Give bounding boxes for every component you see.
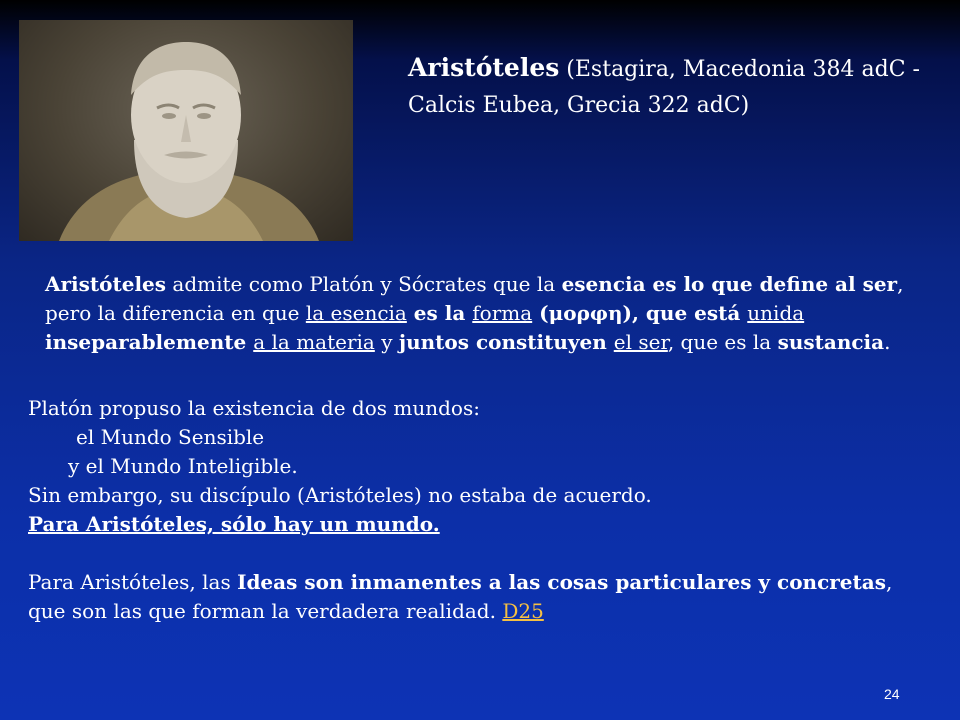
page-title — [408, 50, 928, 124]
worlds-text-block — [28, 394, 928, 626]
page-number: 24 — [884, 686, 900, 702]
text-run: admite como Platón y Sócrates que la — [166, 272, 562, 296]
aristotle-bust-image — [19, 20, 353, 241]
text-run: Ideas son inmanentes a las cosas particulares y concretas — [237, 570, 886, 594]
title-dates: (Estagira, Macedonia 384 adC - Calcis Eubea, Grecia 322 adC) — [408, 57, 920, 118]
text-run: la esencia — [305, 301, 407, 325]
title-name: Aristóteles — [408, 53, 560, 82]
text-run: unida — [747, 301, 805, 325]
text-run: y — [374, 330, 399, 354]
text-run: , pero la diferencia en que — [45, 272, 904, 325]
text-line: el Mundo Sensible — [76, 425, 265, 449]
one-world-statement: Para Aristóteles, sólo hay un mundo. — [28, 512, 440, 536]
text-run: , que es la — [667, 330, 778, 354]
ideas-paragraph — [28, 568, 928, 626]
text-line: Sin embargo, su discípulo (Aristóteles) no estaba de acuerdo. — [28, 483, 652, 507]
text-run: esencia es lo que define al ser — [561, 272, 898, 296]
text-run: . — [884, 330, 891, 354]
text-run: sustancia — [777, 330, 885, 354]
text-run: a la materia — [253, 330, 375, 354]
text-run: forma — [472, 301, 533, 325]
text-run: (μορφη), que está — [532, 301, 748, 325]
text-line-bold-underlined — [28, 510, 928, 539]
text-run: el ser — [613, 330, 668, 354]
text-line: y el Mundo Inteligible. — [68, 454, 298, 478]
text-run: inseparablemente — [45, 330, 254, 354]
spacer — [28, 539, 928, 568]
text-run: Aristóteles — [45, 272, 167, 296]
essence-paragraph — [45, 270, 915, 357]
d25-link[interactable]: D25 — [502, 599, 544, 623]
text-line: Platón propuso la existencia de dos mundos: — [28, 396, 480, 420]
text-run: , que son las que forman la verdadera realidad. — [28, 570, 893, 623]
text-run: juntos constituyen — [398, 330, 614, 354]
text-run: Para Aristóteles, las — [28, 570, 238, 594]
text-run: es la — [406, 301, 473, 325]
